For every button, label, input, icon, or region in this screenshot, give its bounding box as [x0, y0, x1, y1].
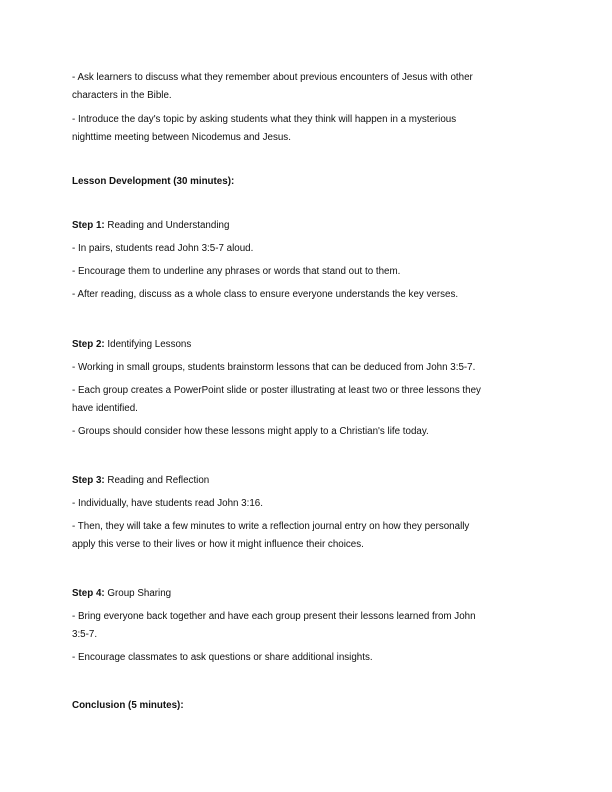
step-label: Step 2: — [72, 339, 105, 350]
step-heading — [72, 588, 171, 600]
step-label: Step 1: — [72, 220, 105, 231]
text-line: characters in the Bible. — [72, 90, 172, 101]
step-title: Group Sharing — [104, 588, 172, 599]
step-label: Step 4: — [72, 588, 105, 599]
bullet: 3:5-7. — [72, 629, 98, 640]
section-heading-development: Lesson Development (30 minutes): — [72, 176, 235, 187]
bullet: - Individually, have students read John 3:16. — [72, 498, 263, 509]
bullet: - Each group creates a PowerPoint slide or poster illustrating at least two or three lessons they — [72, 385, 481, 396]
step-title: Reading and Reflection — [104, 475, 210, 486]
bullet: apply this verse to their lives or how it might influence their choices. — [72, 539, 364, 550]
text-line: - Introduce the day's topic by asking students what they think will happen in a mysterious — [72, 114, 457, 125]
bullet: - In pairs, students read John 3:5-7 aloud. — [72, 243, 254, 254]
step-title: Reading and Understanding — [104, 220, 230, 231]
text-line: - Ask learners to discuss what they remember about previous encounters of Jesus with other — [72, 72, 473, 83]
bullet: have identified. — [72, 403, 138, 414]
bullet: - Bring everyone back together and have each group present their lessons learned from John — [72, 611, 476, 622]
bullet: - Encourage classmates to ask questions or share additional insights. — [72, 652, 373, 663]
bullet: - Groups should consider how these lessons might apply to a Christian's life today. — [72, 426, 429, 437]
step-heading — [72, 339, 191, 351]
text-line: nighttime meeting between Nicodemus and Jesus. — [72, 132, 291, 143]
bullet: - Encourage them to underline any phrases or words that stand out to them. — [72, 266, 401, 277]
step-heading — [72, 220, 229, 232]
step-title: Identifying Lessons — [104, 339, 192, 350]
bullet: - Working in small groups, students brainstorm lessons that can be deduced from John 3:5-7. — [72, 362, 476, 373]
section-heading-conclusion: Conclusion (5 minutes): — [72, 700, 184, 711]
step-heading — [72, 475, 209, 487]
bullet: - After reading, discuss as a whole class to ensure everyone understands the key verses. — [72, 289, 459, 300]
bullet: - Then, they will take a few minutes to write a reflection journal entry on how they personally — [72, 521, 470, 532]
step-label: Step 3: — [72, 475, 105, 486]
